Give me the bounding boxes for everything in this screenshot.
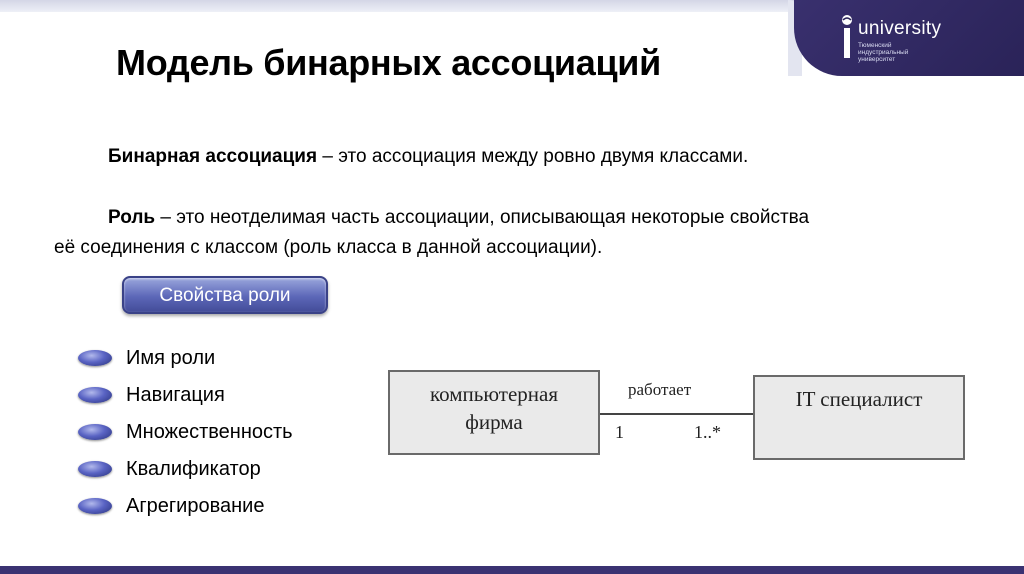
list-item-label: Имя роли <box>126 347 216 369</box>
oval-bullet-icon <box>78 350 112 366</box>
class-it-specialist-label: IT специалист <box>795 387 923 411</box>
logo-brand: university <box>858 18 942 39</box>
role-text-line-1: – это неотделимая часть ассоциации, описывающая некоторые свойства <box>155 207 810 228</box>
university-logo <box>838 14 968 64</box>
role-term: Роль <box>108 207 156 228</box>
class-company-line-1: компьютерная <box>430 382 558 406</box>
association-name: работает <box>628 380 692 399</box>
binary-association-definition <box>108 142 748 172</box>
bottom-band <box>0 566 1024 574</box>
association-line <box>600 413 753 415</box>
class-box-it-specialist <box>753 375 965 460</box>
binary-association-term: Бинарная ассоциация <box>108 146 318 167</box>
list-item <box>78 490 293 527</box>
class-box-company <box>388 370 600 455</box>
logo-line-3: университет <box>858 56 896 63</box>
class-company-line-2: фирма <box>465 410 523 434</box>
multiplicity-specialist: 1..* <box>694 422 721 442</box>
multiplicity-company: 1 <box>615 422 624 442</box>
list-item <box>78 379 293 416</box>
oval-bullet-icon <box>78 461 112 477</box>
role-properties-button[interactable]: Свойства роли <box>122 276 328 314</box>
list-item <box>78 416 293 453</box>
list-item-label: Множественность <box>126 421 293 443</box>
role-properties-list <box>78 342 293 527</box>
university-emblem-icon <box>838 14 856 60</box>
binary-association-text: – это ассоциация между ровно двумя классами. <box>317 146 749 167</box>
oval-bullet-icon <box>78 424 112 440</box>
list-item <box>78 342 293 379</box>
list-item-label: Агрегирование <box>126 495 265 517</box>
logo-line-1: Тюменский <box>858 42 892 49</box>
list-item-label: Квалификатор <box>126 458 261 480</box>
oval-bullet-icon <box>78 387 112 403</box>
association-diagram <box>380 360 980 470</box>
page-title: Модель бинарных ассоциаций <box>116 42 661 83</box>
role-definition-line-2: её соединения с классом (роль класса в данной ассоциации). <box>54 237 603 258</box>
logo-line-2: индустриальный <box>858 49 909 56</box>
list-item <box>78 453 293 490</box>
oval-bullet-icon <box>78 498 112 514</box>
list-item-label: Навигация <box>126 384 225 406</box>
role-definition-line-1 <box>108 203 809 233</box>
